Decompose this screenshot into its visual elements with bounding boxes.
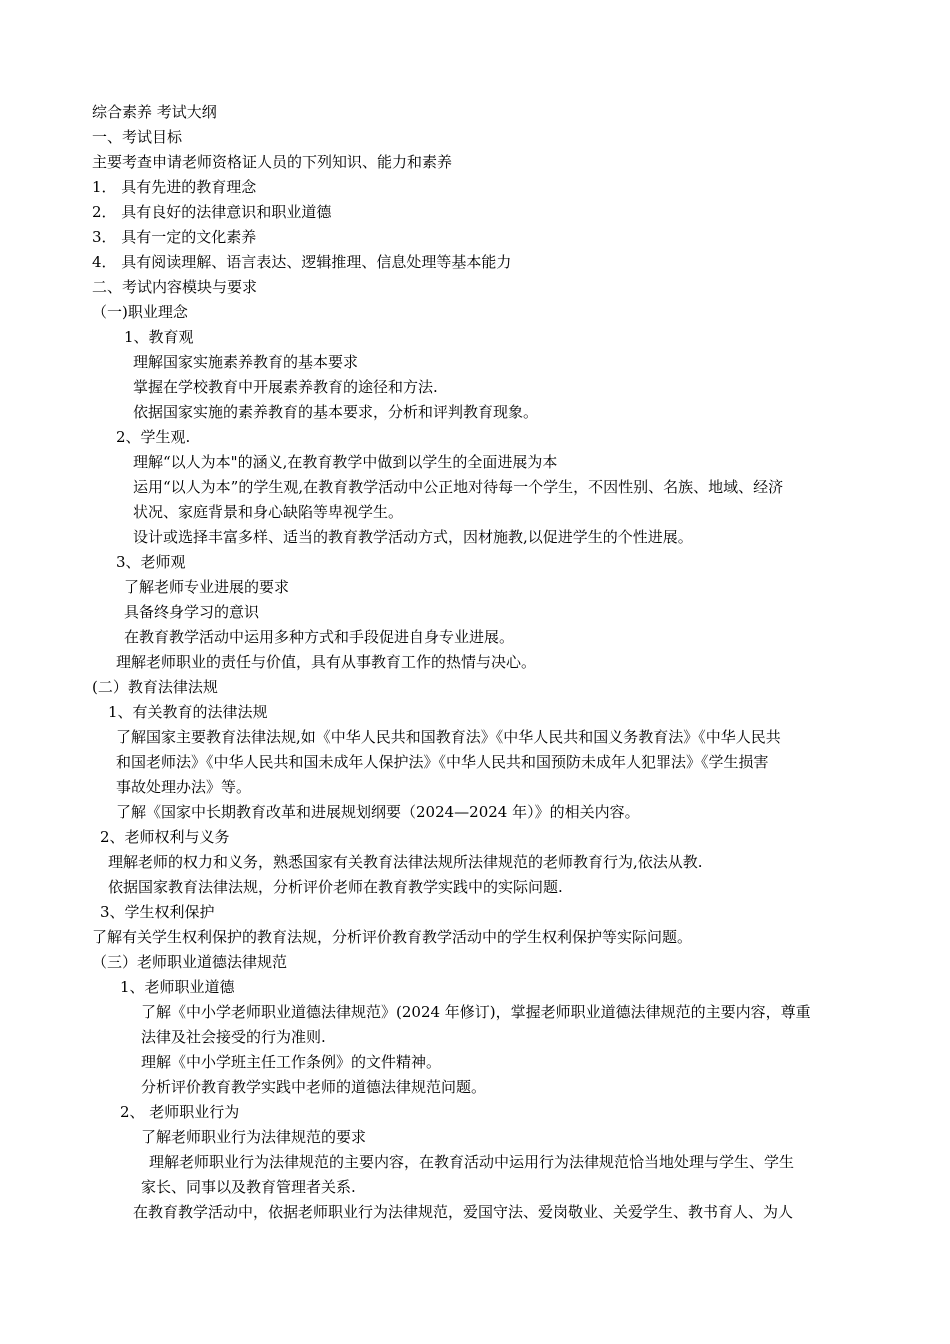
part1-sub3-heading: 3、老师观 [116,553,186,571]
part3-sub2-line: 了解老师职业行为法律规范的要求 [141,1128,367,1146]
part1-sub2-heading: 2、学生观. [116,428,191,446]
part2-sub2-line: 依据国家教育法律法规，分析评价老师在教育教学实践中的实际问题. [108,878,563,896]
part3-sub2-line: 家长、同事以及教育管理者关系. [141,1178,356,1196]
part2-sub2-line: 理解老师的权力和义务，熟悉国家有关教育法律法规所法律规范的老师教育行为,依法从教. [108,853,703,871]
part3-sub1-line: 分析评价教育教学实践中老师的道德法律规范问题。 [141,1078,487,1096]
part3-sub1-heading: 1、老师职业道德 [120,978,235,996]
part1-sub1-line: 掌握在学校教育中开展素养教育的途径和方法. [133,378,438,396]
part2-sub1-line: 事故处理办法》等。 [116,778,252,796]
part1-sub2-line: 运用“以人为本”的学生观,在教育教学活动中公正地对待每一个学生，不因性别、名族、地域、经济 [133,478,784,496]
part3-sub2-line: 在教育教学活动中，依据老师职业行为法律规范，爱国守法、爱岗敬业、关爱学生、教书育人、为人 [133,1203,794,1221]
part1-sub2-line: 状况、家庭背景和身心缺陷等卑视学生。 [133,503,404,521]
document-title: 综合素养 考试大纲 [92,103,217,121]
part1-sub3-line: 在教育教学活动中运用多种方式和手段促进自身专业进展。 [124,628,515,646]
section1-heading: 一、考试目标 [92,128,183,146]
goal-item: 4． 具有阅读理解、语言表达、逻辑推理、信息处理等基本能力 [92,253,512,271]
part1-sub1-heading: 1、教育观 [124,328,194,346]
part1-heading: （一)职业理念 [92,303,188,321]
part1-sub2-line: 理解“以人为本"的涵义,在教育教学中做到以学生的全面进展为本 [133,453,558,471]
part1-sub2-line: 设计或选择丰富多样、适当的教育教学活动方式，因材施教,以促进学生的个性进展。 [133,528,693,546]
part2-sub3-heading: 3、学生权利保护 [100,903,215,921]
part2-sub3-line: 了解有关学生权利保护的教育法规，分析评价教育教学活动中的学生权利保护等实际问题。 [92,928,693,946]
part2-sub1-heading: 1、有关教育的法律法规 [108,703,268,721]
goal-item: 3． 具有一定的文化素养 [92,228,257,246]
part3-sub1-line: 了解《中小学老师职业道德法律规范》(2024 年修订)，掌握老师职业道德法律规范的主要内容，尊重 [141,1003,811,1021]
part2-sub1-line: 和国老师法》《中华人民共和国未成年人保护法》《中华人民共和国预防未成年人犯罪法》《学生损害 [116,753,769,771]
part2-heading: (二）教育法律法规 [92,678,218,696]
section2-heading: 二、考试内容模块与要求 [92,278,258,296]
part1-sub1-line: 依据国家实施的素养教育的基本要求，分析和评判教育现象。 [133,403,539,421]
goal-item: 1． 具有先进的教育理念 [92,178,257,196]
part3-sub2-heading: 2、 老师职业行为 [120,1103,240,1121]
part1-sub3-line: 具备终身学习的意识 [124,603,260,621]
part3-sub1-line: 法律及社会接受的行为准则. [141,1028,326,1046]
part2-sub1-line: 了解国家主要教育法律法规,如《中华人民共和国教育法》《中华人民共和国义务教育法》《中华人民共 [116,728,781,746]
goal-item: 2． 具有良好的法律意识和职业道德 [92,203,332,221]
part3-sub1-line: 理解《中小学班主任工作条例》的文件精神。 [141,1053,442,1071]
part2-sub1-line: 了解《国家中长期教育改革和进展规划纲要（2024—2024 年）》的相关内容。 [116,803,640,821]
part2-sub2-heading: 2、老师权利与义务 [100,828,230,846]
part1-sub1-line: 理解国家实施素养教育的基本要求 [133,353,359,371]
part1-sub3-extra: 理解老师职业的责任与价值，具有从事教育工作的热情与决心。 [116,653,537,671]
part3-sub2-line: 理解老师职业行为法律规范的主要内容，在教育活动中运用行为法律规范恰当地处理与学生、学生 [149,1153,795,1171]
part1-sub3-line: 了解老师专业进展的要求 [124,578,290,596]
section1-intro: 主要考查申请老师资格证人员的下列知识、能力和素养 [92,153,453,171]
part3-heading: （三）老师职业道德法律规范 [92,953,288,971]
